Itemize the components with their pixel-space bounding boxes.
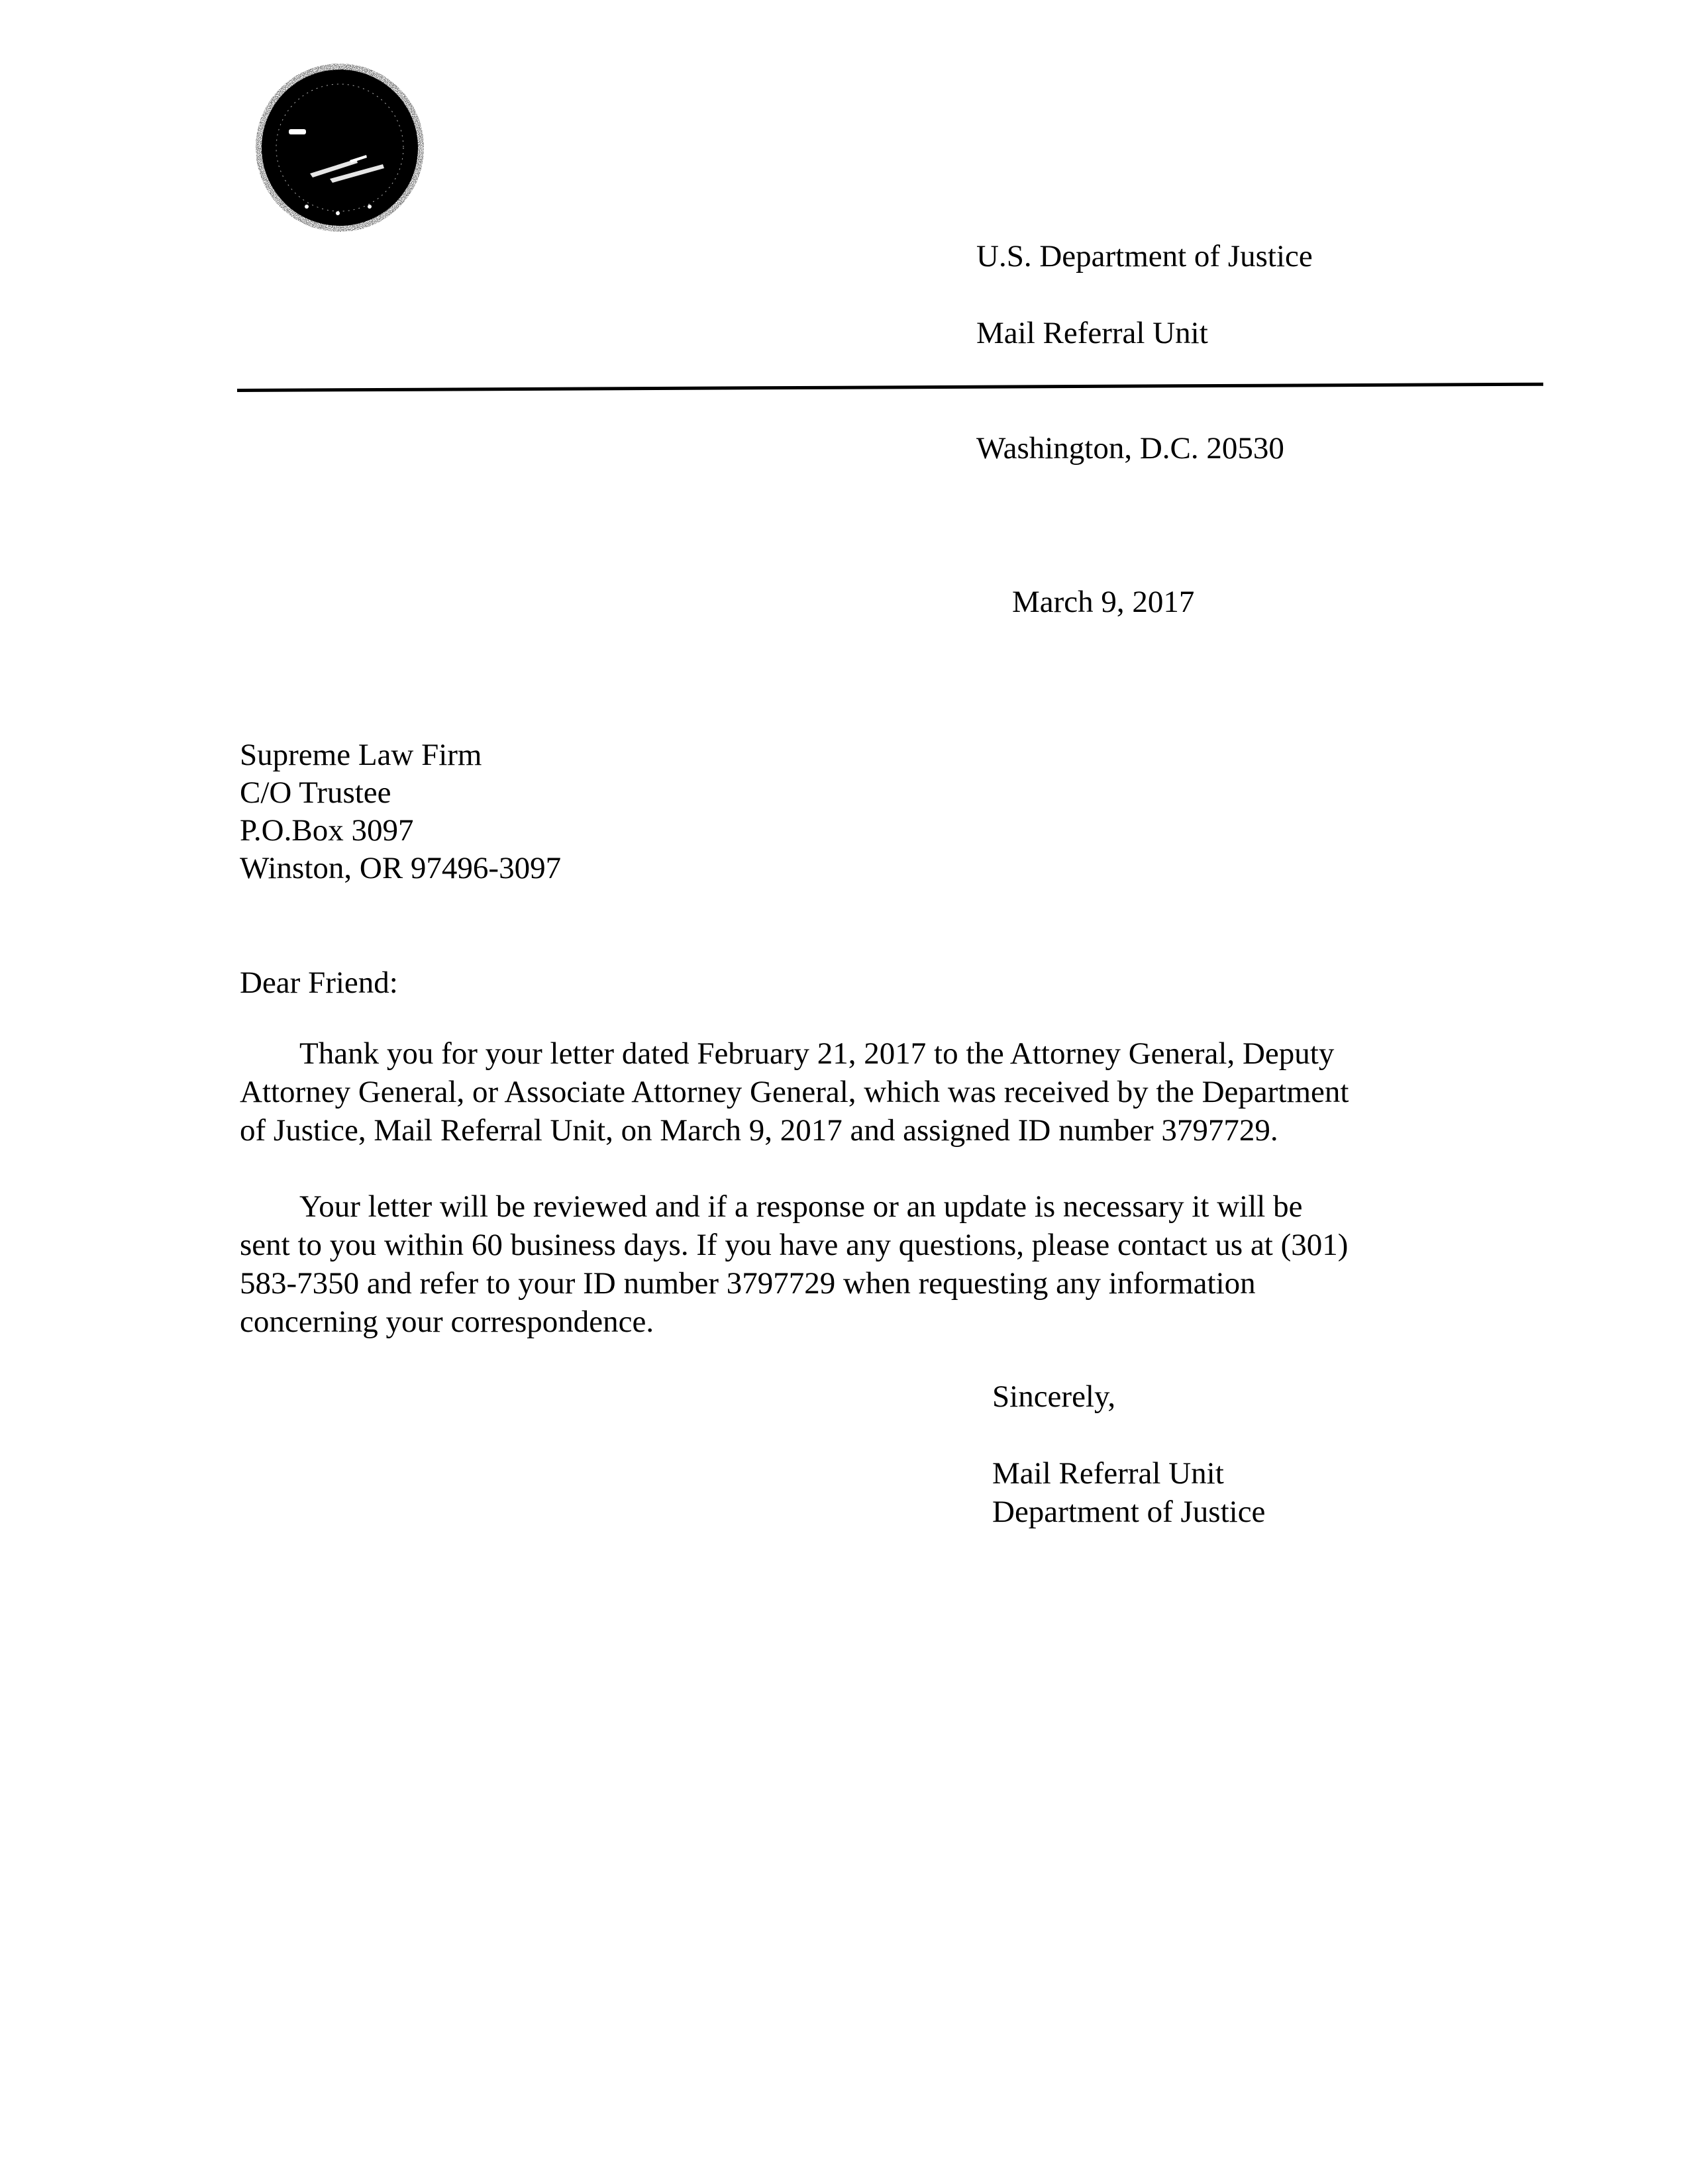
recipient-city-state-zip: Winston, OR 97496-3097 (240, 851, 562, 885)
paragraph-line: Attorney General, or Associate Attorney General, which was received by the Department (240, 1075, 1349, 1109)
department-of-justice-seal-icon (250, 60, 429, 235)
recipient-name: Supreme Law Firm (240, 738, 482, 772)
letter-date: March 9, 2017 (1012, 585, 1195, 619)
paragraph-line: Your letter will be reviewed and if a response or an update is necessary it will be (299, 1189, 1303, 1224)
signature-department: Department of Justice (992, 1495, 1266, 1529)
letterhead-divider (237, 383, 1543, 392)
recipient-care-of: C/O Trustee (240, 775, 391, 810)
letterhead-department: U.S. Department of Justice (976, 239, 1313, 273)
paragraph-line: of Justice, Mail Referral Unit, on March 9, 2017 and assigned ID number 3797729. (240, 1113, 1278, 1148)
letterhead-city-line: Washington, D.C. 20530 (976, 431, 1284, 466)
paragraph-line: Thank you for your letter dated February 21, 2017 to the Attorney General, Deputy (299, 1036, 1335, 1071)
salutation: Dear Friend: (240, 966, 398, 1000)
closing: Sincerely, (992, 1379, 1116, 1414)
body-paragraph-next-steps (240, 1187, 1445, 1341)
paragraph-line: concerning your correspondence. (240, 1305, 654, 1339)
letterhead-unit: Mail Referral Unit (976, 316, 1208, 350)
paragraph-line: sent to you within 60 business days. If you have any questions, please contact us at (301) (240, 1228, 1349, 1262)
paragraph-line: 583-7350 and refer to your ID number 3797729 when requesting any information (240, 1266, 1256, 1301)
recipient-po-box: P.O.Box 3097 (240, 813, 414, 848)
recipient-address (240, 736, 561, 887)
signature-unit: Mail Referral Unit (992, 1456, 1224, 1491)
body-paragraph-acknowledgement (240, 1034, 1445, 1150)
